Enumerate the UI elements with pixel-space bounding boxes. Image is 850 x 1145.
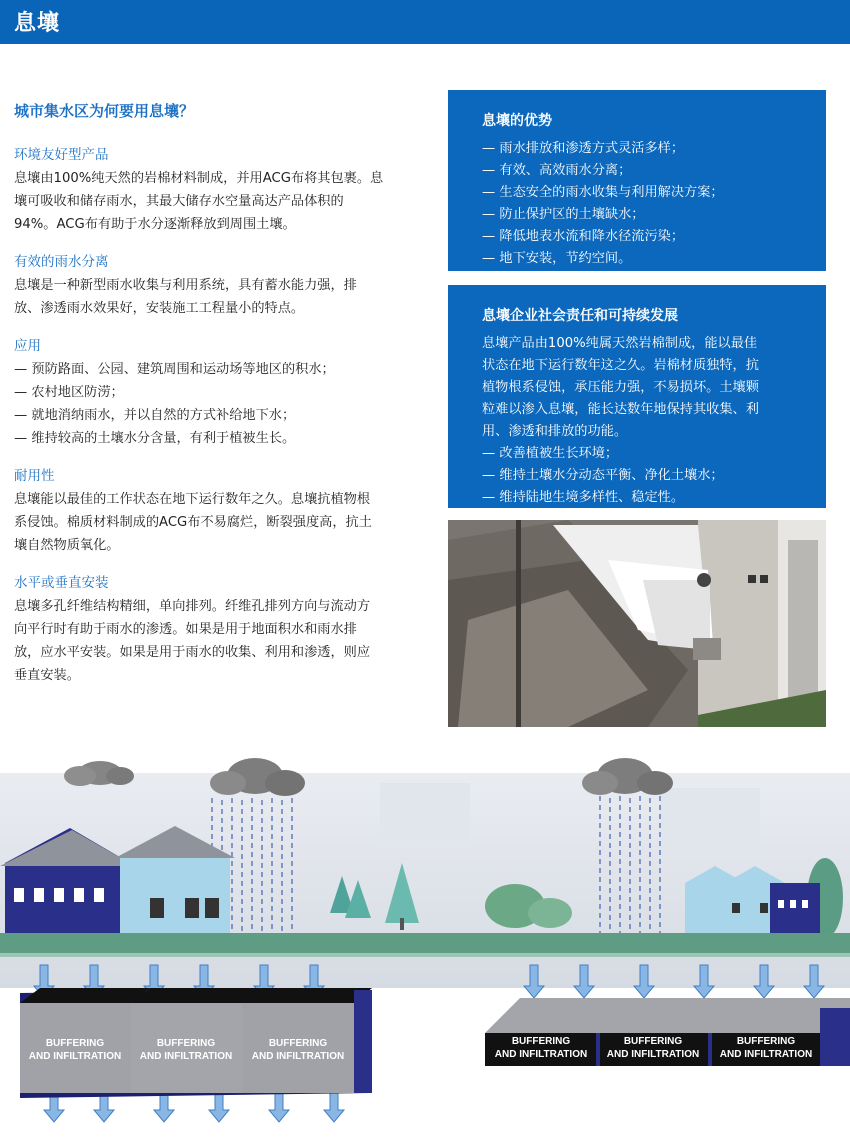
csr-box bbox=[448, 285, 826, 508]
csr-line: 状态在地下运行数年这之久。岩棉材质独特，抗 bbox=[482, 358, 759, 373]
block-label: AND INFILTRATION bbox=[494, 1049, 588, 1060]
main-question: 城市集水区为何要用息壤？ bbox=[14, 102, 195, 120]
advantage-item: — 降低地表水流和降水径流污染； bbox=[482, 229, 685, 244]
text-line: — 农村地区防涝； bbox=[14, 385, 124, 400]
block-label: AND INFILTRATION bbox=[606, 1049, 700, 1060]
csr-line: — 改善植被生长环境； bbox=[482, 446, 619, 461]
csr-line: — 维持陆地生境多样性、稳定性。 bbox=[482, 490, 685, 505]
page-title: 息壤 bbox=[14, 11, 61, 36]
advantages-box bbox=[448, 90, 826, 271]
text-line: — 预防路面、公园、建筑周围和运动场等地区的积水； bbox=[14, 362, 335, 377]
stormwater-illustration-graphic bbox=[0, 748, 850, 1145]
section-text bbox=[14, 274, 406, 320]
text-line: 息壤多孔纤维结构精细，单向排列。纤维孔排列方向与流动方 bbox=[14, 599, 371, 614]
csr-heading: 息壤企业社会责任和可持续发展 bbox=[482, 308, 678, 324]
section-heading: 环境友好型产品 bbox=[14, 147, 109, 163]
installation-photo-image bbox=[448, 520, 826, 727]
csr-line: 粒难以渗入息壤，能长达数年地保持其收集、利 bbox=[482, 402, 759, 417]
stormwater-illustration bbox=[0, 748, 850, 1145]
block-label: BUFFERING bbox=[268, 1038, 328, 1049]
text-line: 放、渗透雨水效果好，安装施工工程量小的特点。 bbox=[14, 301, 305, 316]
header-bar bbox=[0, 0, 850, 44]
section-durability bbox=[14, 464, 406, 557]
horizontal-blocks bbox=[485, 998, 850, 1066]
section-separation bbox=[14, 250, 406, 320]
text-line: 壤自然物质氧化。 bbox=[14, 538, 120, 553]
installation-photo bbox=[448, 520, 826, 727]
section-heading: 水平或垂直安装 bbox=[14, 575, 109, 591]
text-line: 垂直安装。 bbox=[14, 668, 80, 683]
block-label: BUFFERING bbox=[511, 1036, 571, 1047]
text-line: 放，应水平安装。如果是用于雨水的收集、利用和渗透，则应 bbox=[14, 645, 371, 660]
advantage-item: — 生态安全的雨水收集与利用解决方案； bbox=[482, 185, 724, 200]
advantage-item: — 地下安装，节约空间。 bbox=[482, 251, 632, 266]
advantages-heading: 息壤的优势 bbox=[482, 113, 552, 129]
section-application bbox=[14, 334, 406, 450]
block-label: BUFFERING bbox=[45, 1038, 105, 1049]
section-heading: 有效的雨水分离 bbox=[14, 254, 109, 270]
csr-line: 息壤产品由100%纯属天然岩棉制成，能以最佳 bbox=[482, 336, 758, 351]
text-line: 系侵蚀。棉质材料制成的ACG布不易腐烂，断裂强度高，抗土 bbox=[14, 515, 372, 530]
left-column bbox=[14, 100, 406, 701]
text-line: 息壤能以最佳的工作状态在地下运行数年之久。息壤抗植物根 bbox=[14, 492, 371, 507]
block-label: BUFFERING bbox=[156, 1038, 216, 1049]
advantage-item: — 有效、高效雨水分离； bbox=[482, 163, 632, 178]
advantage-item: — 雨水排放和渗透方式灵活多样； bbox=[482, 141, 685, 156]
csr-line: 植物根系侵蚀，承压能力强，不易损坏。土壤颗 bbox=[482, 380, 759, 395]
section-installation bbox=[14, 571, 406, 687]
csr-line: — 维持土壤水分动态平衡、净化土壤水； bbox=[482, 468, 724, 483]
vertical-blocks bbox=[20, 988, 372, 1098]
text-line: — 维持较高的土壤水分含量，有利于植被生长。 bbox=[14, 431, 296, 446]
block-label: AND INFILTRATION bbox=[719, 1049, 813, 1060]
section-text bbox=[14, 488, 406, 557]
section-heading: 应用 bbox=[14, 338, 41, 354]
text-line: 壤可吸收和储存雨水，其最大储存水空量高达产品体积的 bbox=[14, 194, 344, 209]
block-label: BUFFERING bbox=[623, 1036, 683, 1047]
text-line: 息壤由100%纯天然的岩棉材料制成，并用ACG布将其包裹。息 bbox=[14, 171, 384, 186]
block-label: AND INFILTRATION bbox=[139, 1051, 233, 1062]
section-eco bbox=[14, 143, 406, 236]
text-line: 息壤是一种新型雨水收集与利用系统，具有蓄水能力强，排 bbox=[14, 278, 357, 293]
block-label: BUFFERING bbox=[736, 1036, 796, 1047]
text-line: — 就地消纳雨水，并以自然的方式补给地下水； bbox=[14, 408, 296, 423]
section-text bbox=[14, 167, 406, 236]
advantage-item: — 防止保护区的土壤缺水； bbox=[482, 207, 645, 222]
block-label: AND INFILTRATION bbox=[251, 1051, 345, 1062]
csr-line: 用、渗透和排放的功能。 bbox=[482, 424, 628, 439]
section-text bbox=[14, 358, 406, 450]
text-line: 向平行时有助于雨水的渗透。如果是用于地面积水和雨水排 bbox=[14, 622, 357, 637]
text-line: 94%。ACG布有助于水分逐渐释放到周围土壤。 bbox=[14, 217, 296, 232]
block-label: AND INFILTRATION bbox=[28, 1051, 122, 1062]
section-text bbox=[14, 595, 406, 687]
section-heading: 耐用性 bbox=[14, 468, 55, 484]
